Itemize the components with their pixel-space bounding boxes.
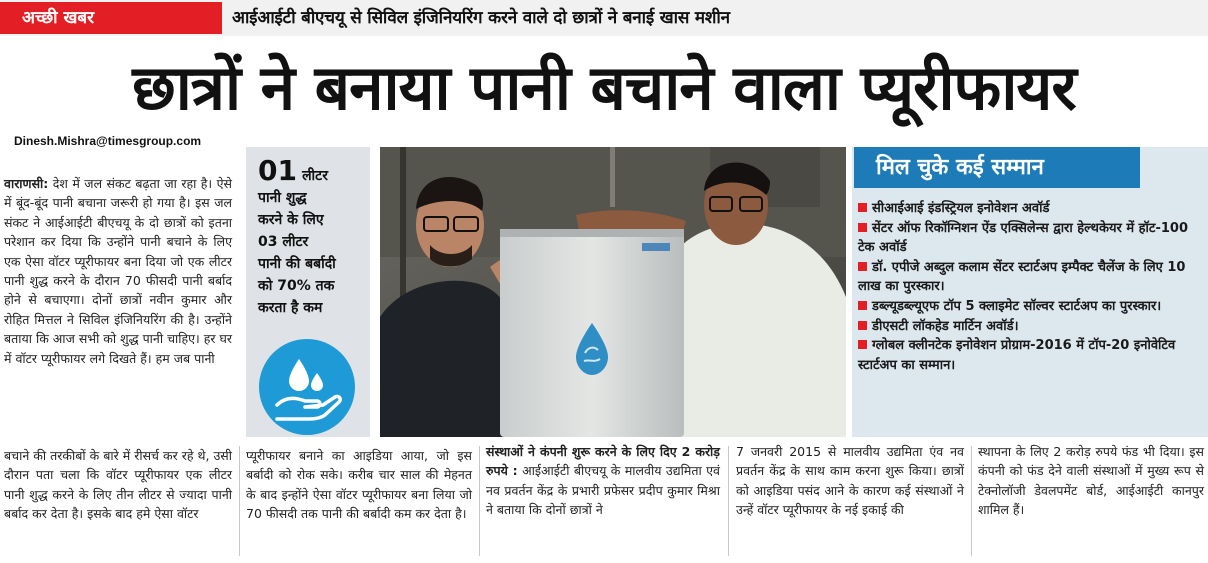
stat-line: को 70% तक bbox=[258, 278, 335, 294]
article-text: देश में जल संकट बढ़ता जा रहा है। ऐसे में बूंद-बूंद पानी बचाना जरूरी हो गया है। इस जल संकट ने आईआईटी बीएचयू के दो छात्रों को इतना परेशान कर दिया कि उन्होंने पानी बचाने के लिए एक ऐसा वॉटर प्यूरीफायर बना दिया जो एक लीटर पानी शुद्ध करने के दौरान 70 फीसदी पानी बर्बाद होने से बचाएगा। दोनों छात्रों नवीन कुमार और रोहित मित्तल ने सिविल इंजिनियरिंग की है। उन्होंने बताया कि आज सभी को शुद्ध पानी चाहिए। हर घर में वॉटर प्यूरीफायर लगे दिखते हैं। हम जब पानी bbox=[4, 176, 232, 366]
top-bar bbox=[0, 0, 1208, 36]
awards-title: मिल चुके कई सम्मान bbox=[854, 147, 1140, 188]
article-column-3 bbox=[486, 442, 720, 520]
stat-line: पानी की बर्बादी bbox=[258, 256, 336, 272]
stat-line: करता है कम bbox=[258, 300, 323, 316]
stat-unit: लीटर bbox=[302, 168, 328, 184]
main-headline: छात्रों ने बनाया पानी बचाने वाला प्यूरीफायर bbox=[132, 51, 1076, 124]
article-column-4: 7 जनवरी 2015 से मालवीय उद्यमिता एंव नव प्रवर्तन केंद्र के साथ काम करना शुरू किया। छात्रों को आइडिया पसंद आने के कारण कई संस्थाओं ने उन्हें वॉटर प्यूरीफायर के नई इकाई की bbox=[736, 444, 964, 518]
column-divider bbox=[971, 446, 972, 556]
award-item: डॉ. एपीजे अब्दुल कलाम सेंटर स्टार्टअप इम्पैक्ट चैलेंज के लिए 10 लाख का पुरस्कार। bbox=[858, 259, 1186, 295]
section-tag: अच्छी खबर bbox=[0, 2, 222, 34]
awards-box bbox=[852, 147, 1208, 437]
column-divider bbox=[239, 446, 240, 556]
article-column-1-continued: बचाने की तरकीबों के बारे में रीसर्च कर रहे थे, उसी दौरान पता चला कि वॉटर प्यूरीफायर एक लीटर पानी शुद्ध करने के लिए तीन लीटर से ज्यादा पानी बर्बाद कर देता है। इसके बाद हमे ऐसा वॉटर bbox=[4, 448, 232, 522]
kicker-headline: आईआईटी बीएचयू से सिविल इंजिनियरिंग करने वाले दो छात्रों ने बनाई खास मशीन bbox=[232, 8, 730, 28]
award-item: डीएसटी लॉकहेड मार्टिन अवॉर्ड। bbox=[858, 317, 1204, 337]
article-column-1 bbox=[4, 174, 232, 368]
water-saving-icon bbox=[259, 339, 355, 435]
stat-figure-1: 01 bbox=[258, 154, 297, 187]
bullet-square-icon bbox=[858, 223, 867, 232]
bullet-square-icon bbox=[858, 321, 867, 330]
award-item: ग्लोबल क्लीनटेक इनोवेशन प्रोग्राम-2016 में टॉप-20 इनोवेटिव स्टार्टअप का सम्मान। bbox=[858, 338, 1176, 373]
students-with-purifier-photo bbox=[380, 147, 846, 437]
article-text: आईआईटी बीएचयू के मालवीय उद्यमिता एवं नव प्रवर्तन केंद्र के प्रभारी प्रफेसर प्रदीप कुमार मिश्रा ने बताया कि दोनों छात्रों ने bbox=[486, 463, 720, 518]
bullet-square-icon bbox=[858, 340, 867, 349]
bullet-square-icon bbox=[858, 301, 867, 310]
bullet-square-icon bbox=[858, 203, 867, 212]
column-divider bbox=[728, 446, 729, 556]
stat-figure-2: 03 लीटर bbox=[258, 234, 309, 250]
stat-line: पानी शुद्ध bbox=[258, 190, 307, 206]
article-column-2: प्यूरीफायर बनाने का आइडिया आया, जो इस बर्बादी को रोक सके। करीब चार साल की मेहनत के बाद इन्होंने ऐसा वॉटर प्यूरीफायर बना लिया जो 70 फीसदी तक पानी की बर्बादी कम कर देता है। bbox=[246, 448, 472, 522]
byline: Dinesh.Mishra@timesgroup.com bbox=[14, 134, 202, 148]
column-divider bbox=[479, 446, 480, 556]
stat-line: करने के लिए bbox=[258, 212, 324, 228]
subheading: संस्थाओं ने कंपनी शुरू करने के लिए दिए 2 करोड़ रुपये : bbox=[486, 444, 720, 479]
award-item: डब्ल्यूडब्ल्यूएफ टॉप 5 क्लाइमेट सॉल्वर स्टार्टअप का पुरस्कार। bbox=[858, 297, 1204, 317]
bullet-square-icon bbox=[858, 262, 867, 271]
dateline: वाराणसी: bbox=[4, 176, 49, 191]
awards-list bbox=[858, 199, 1204, 375]
award-item: सीआईआई इंडस्ट्रियल इनोवेशन अवॉर्ड bbox=[858, 199, 1204, 219]
stat-box bbox=[246, 147, 370, 437]
article-column-5: स्थापना के लिए 2 करोड़ रुपये फंड भी दिया। इस कंपनी को फंड देने वाली संस्थाओं में मुख्य रूप से टेक्नोलॉजी डेवलपमेंट बोर्ड, आईआईटी कानपुर शामिल हैं। bbox=[978, 444, 1204, 518]
award-item: सेंटर ऑफ रिकॉग्निशन ऐंड एक्सिलेन्स द्वारा हेल्थकेयर में हॉट-100 टेक अवॉर्ड bbox=[858, 220, 1188, 256]
